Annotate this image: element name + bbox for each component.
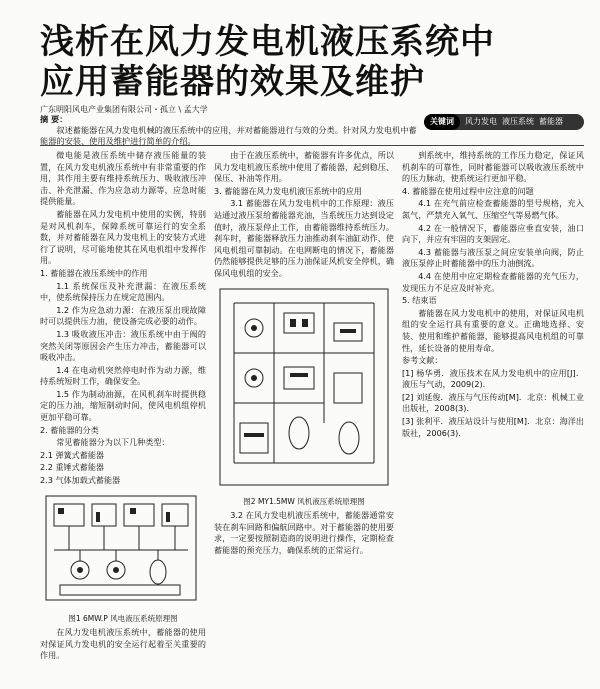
column-2 [214, 150, 394, 685]
reference-item: [3] 张利平．液压站设计与使用[M]．北京：海洋出版社，2006(3). [402, 416, 584, 438]
figure-2-caption: 图2 MY1.5MW 风机液压系统原理图 [243, 496, 365, 506]
paragraph: 4.1 在充气前应检查蓄能器的型号规格，充入氮气，严禁充入氧气、压缩空气等易燃气体。 [402, 198, 584, 220]
paragraph: 4.3 蓄能器与液压泵之间应安装单向阀，防止液压泵停止时蓄能器中的压力油倒流。 [402, 246, 584, 269]
list-item: 1.3 吸收液压冲击：液压系统中由于阀的突然关闭等原因会产生压力冲击，蓄能器可以吸收冲击。 [40, 328, 206, 363]
figure-1-caption: 图1 6MW.P 风电液压系统原理图 [68, 613, 178, 623]
references-heading: 参考文献： [402, 355, 443, 366]
list-item: 1.4 在电动机突然停电时作为动力源，维持系统短时工作，确保安全。 [40, 364, 206, 387]
paragraph: 在风力发电机液压系统中，蓄能器的使用对保证风力发电机的安全运行起着至关重要的作用。 [40, 627, 206, 661]
section-heading: 5. 结束语 [402, 295, 437, 306]
header-divider [40, 145, 584, 146]
paragraph: 到系统中，维持系统的工作压力稳定，保证风机刹车的可靠性，同时蓄能器可以吸收液压系统中的压力脉动，使系统运行更加平稳。 [402, 150, 584, 184]
abstract [40, 114, 420, 147]
keywords-label: 关键词 [424, 114, 460, 130]
list-item: 2.2 重锤式蓄能器 [40, 462, 105, 473]
paragraph: 蓄能器在风力发电机中使用的实例，特别是对风机刹车，保障系统可靠运行的安全系数，并对蓄能器在风力发电机上的安装方式进行了说明，尽可能地使其在风电机组中发挥作用。 [40, 208, 206, 266]
abstract-label: 摘 要： [40, 114, 68, 124]
reference-item: [1] 杨华勇．液压技术在风力发电机中的应用[J]．液压与气动，2009(2). [402, 367, 584, 390]
paragraph: 常见蓄能器分为以下几种类型： [56, 437, 170, 448]
keyword: 风力发电 [465, 117, 497, 126]
list-item: 2.1 弹簧式蓄能器 [40, 449, 105, 460]
keywords-box [424, 114, 584, 130]
hydraulic-schematic-1 [40, 490, 206, 610]
list-item: 2.3 气体加载式蓄能器 [40, 475, 121, 486]
keyword: 蓄能器 [539, 117, 563, 126]
paragraph: 4.4 在使用中应定期检查蓄能器的充气压力，发现压力不足应及时补充。 [402, 270, 584, 293]
paragraph: 4.2 在一般情况下，蓄能器应垂直安装，油口向下，并应有牢固的支架固定。 [402, 222, 584, 245]
reference-item: [2] 刘延俊．液压与气压传动[M]．北京：机械工业出版社，2008(3). [402, 391, 584, 414]
list-item: 1.1 系统保压及补充泄漏：在液压系统中，使系统保持压力在规定范围内。 [40, 280, 206, 303]
section-heading: 2. 蓄能器的分类 [40, 424, 99, 435]
paragraph: 蓄能器在风力发电机中的使用，对保证风电机组的安全运行具有重要的意义。正确地选择、安装、使用和维护蓄能器，能够提高风电机组的可靠性，延长设备的使用寿命。 [402, 307, 584, 353]
figure-2 [214, 283, 394, 493]
hydraulic-schematic-2 [214, 283, 394, 493]
list-item: 1.5 作为制动油源，在风机刹车时提供稳定的压力油，缩短制动时间，使风电机组停机更加平稳可靠。 [40, 388, 206, 423]
paragraph: 由于在液压系统中，蓄能器有许多优点，所以风力发电机液压系统中使用了蓄能器，起到稳压、保压、补油等作用。 [214, 150, 394, 184]
affiliation: 广东明阳风电产业集团有限公司・孤立 \ 孟大学 [40, 105, 208, 114]
paragraph: 3.2 在风力发电机液压系统中，蓄能器通常安装在刹车回路和偏航回路中。对于蓄能器的使用要求，一定要按照制造商的说明进行操作，定期检查蓄能器的预充压力，确保系统的正常运行。 [214, 510, 394, 555]
section-heading: 3. 蓄能器在风力发电机液压系统中的应用 [214, 185, 362, 196]
paragraph: 微电能是液压系统中储存液压能量的装置，在风力发电机液压系统中有非常重要的作用，其作用主要有维持系统压力、吸收液压冲击、补充泄漏、作为应急动力源等，应急时能提供能量。 [40, 150, 206, 207]
title-line-2: 应用蓄能器的效果及维护 [40, 62, 425, 102]
column-3 [402, 150, 584, 685]
keyword: 液压系统 [502, 117, 534, 126]
column-1 [40, 150, 206, 685]
list-item: 1.2 作为应急动力源：在液压泵出现故障时可以提供压力油，使设备完成必要的动作。 [40, 304, 206, 327]
paragraph: 3.1 蓄能器在风力发电机中的工作原理：液压站通过液压泵给蓄能器充油，当系统压力达到设定值时，液压泵停止工作，由蓄能器维持系统压力。刹车时，蓄能器释放压力油推动刹车油缸动作，使风电机组可靠制动。在电网断电的情况下，蓄能器仍然能够提供足够的压力油保证风机安全停机，确保风电机组的安全。 [214, 198, 394, 278]
section-heading: 1. 蓄能器在液压系统中的作用 [40, 267, 148, 278]
figure-1 [40, 490, 206, 610]
abstract-text: 叙述蓄能器在风力发电机械的液压系统中的应用，并对蓄能器进行与效的分类。针对风力发电机中蓄能器的安装、使用及维护进行简单的介绍。 [40, 125, 417, 146]
title-line-1: 浅析在风力发电机液压系统中 [40, 22, 495, 62]
section-heading: 4. 蓄能器在使用过程中应注意的问题 [402, 185, 534, 196]
